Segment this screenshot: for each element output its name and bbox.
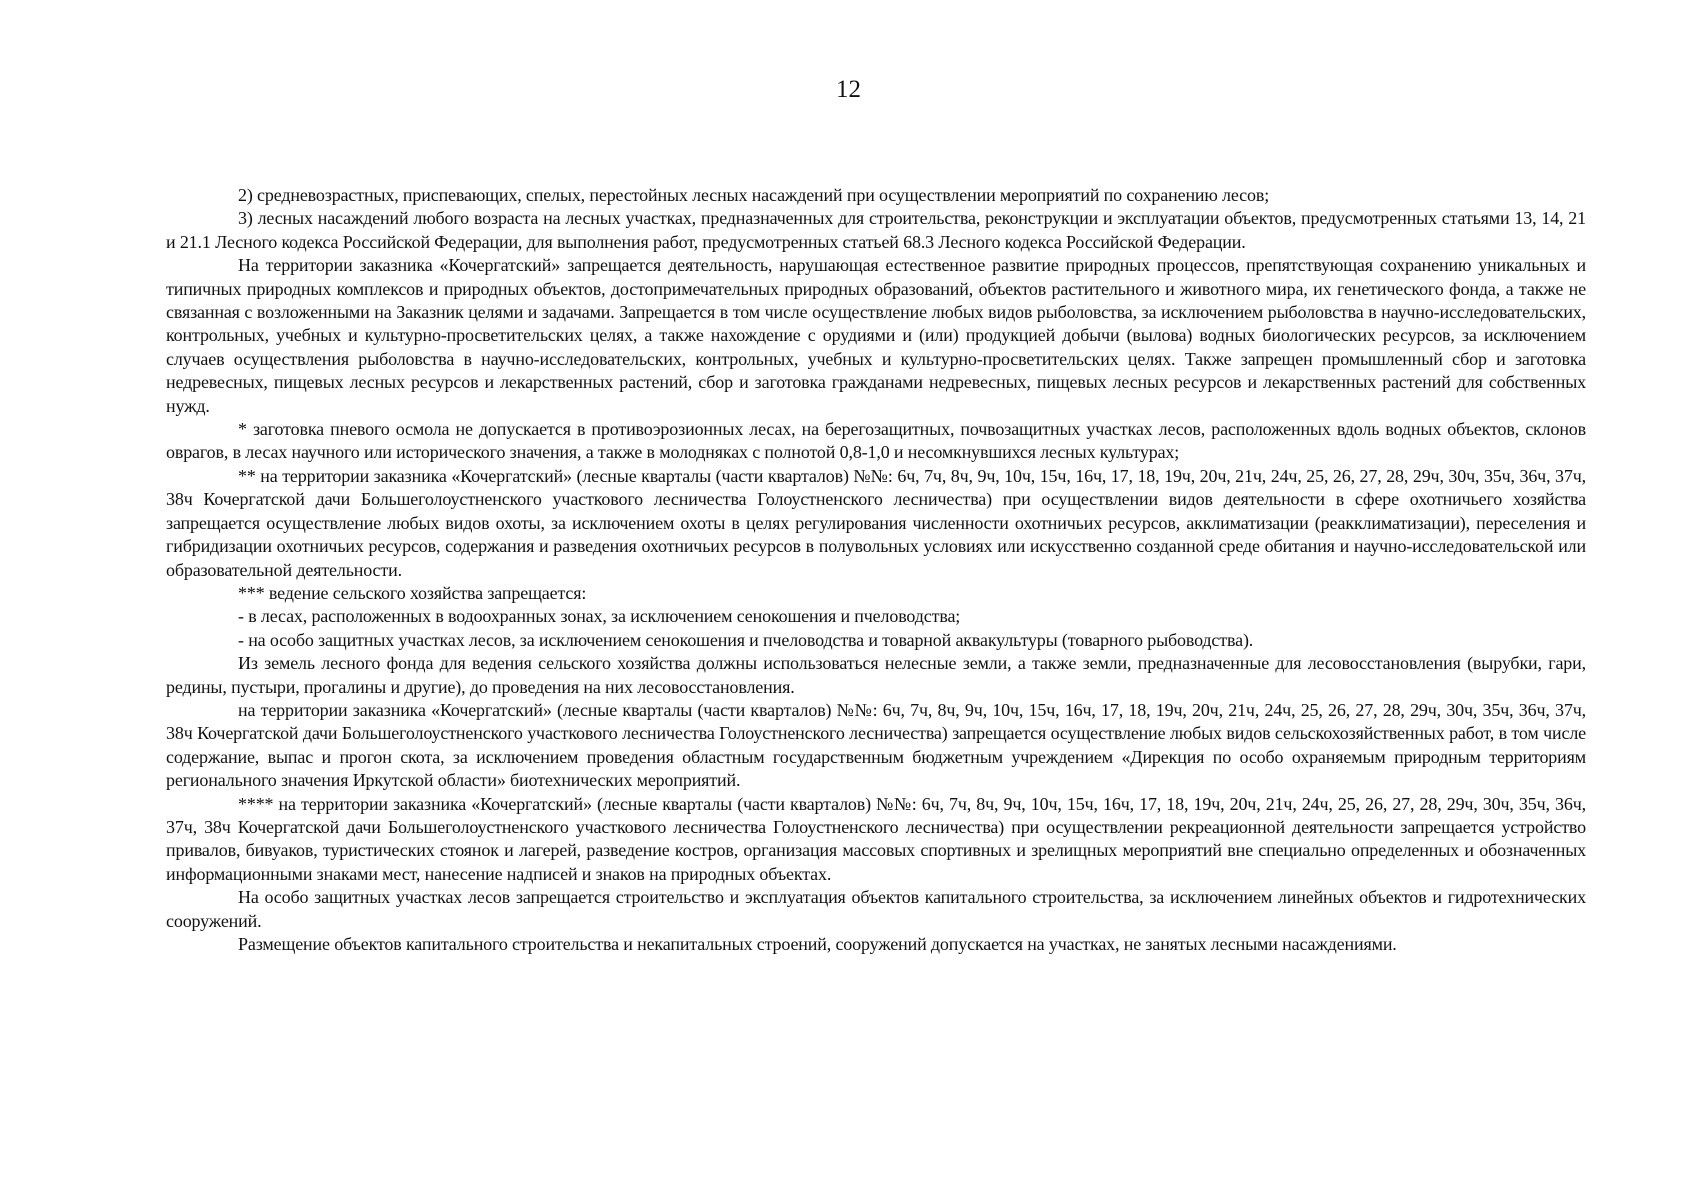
footnote-paragraph: * заготовка пневого осмола не допускается в противоэрозионных лесах, на берегозащитных, почвозащитных участках лесов, расположенных вдоль водных объектов, склонов оврагов, в лесах научного или исторического значения, а также в молодняках с полнотой 0,8-1,0 и несомкнувшихся лесных культурах; xyxy=(166,419,1586,463)
paragraph: на территории заказника «Кочергатский» (лесные кварталы (части кварталов) №№: 6ч, 7ч, 8ч, 9ч, 10ч, 15ч, 16ч, 17, 18, 19ч, 20ч, 21ч, 24ч, 25, 26, 27, 28, 29ч, 30ч, 35ч, 36ч, 37ч, 38ч Кочергатской дачи Большеголоустненского участкового лесничества Голоустненского лесничества) запрещается осуществление любых видов сельскохозяйственных работ, в том числе содержание, выпас и прогон скота, за исключением проведения областным государственным бюджетным учреждением «Дирекция по особо охраняемым природным территориям регионального значения Иркутской области» биотехнических мероприятий. xyxy=(166,699,1586,791)
document-body xyxy=(166,184,1586,956)
footnote-paragraph: ** на территории заказника «Кочергатский» (лесные кварталы (части кварталов) №№: 6ч, 7ч, 8ч, 9ч, 10ч, 15ч, 16ч, 17, 18, 19ч, 20ч, 21ч, 24ч, 25, 26, 27, 28, 29ч, 30ч, 35ч, 36ч, 37ч, 38ч Кочергатской дачи Большеголоустненского участкового лесничества Голоустненского лесничества) при осуществлении видов деятельности в сфере охотничьего хозяйства запрещается осуществление любых видов охоты, за исключением охоты в целях регулирования численности охотничьих ресурсов, акклиматизации (реакклиматизации), переселения и гибридизации охотничьих ресурсов, содержания и разведения охотничьих ресурсов в полувольных условиях или искусственно созданной среде обитания и научно-исследовательской или образовательной деятельности. xyxy=(166,465,1586,580)
paragraph: На территории заказника «Кочергатский» запрещается деятельность, нарушающая естественное развитие природных процессов, препятствующая сохранению уникальных и типичных природных комплексов и природных объектов, достопримечательных природных образований, объектов растительного и животного мира, их генетического фонда, а также не связанная с возложенными на Заказник целями и задачами. Запрещается в том числе осуществление любых видов рыболовства, за исключением рыболовства в научно-исследовательских, контрольных, учебных и культурно-просветительских целях, а также нахождение с орудиями и (или) продукцией добычи (вылова) водных биологических ресурсов, за исключением случаев осуществления рыболовства в научно-исследовательских, контрольных, учебных и культурно-просветительских целях. Также запрещен промышленный сбор и заготовка недревесных, пищевых лесных ресурсов и лекарственных растений, сбор и заготовка гражданами недревесных, пищевых лесных ресурсов и лекарственных растений для собственных нужд. xyxy=(166,255,1586,416)
paragraph: Из земель лесного фонда для ведения сельского хозяйства должны использоваться нелесные земли, а также земли, предназначенные для лесовосстановления (вырубки, гари, редины, пустыри, прогалины и другие), до проведения на них лесовосстановления. xyxy=(166,653,1586,697)
paragraph: 3) лесных насаждений любого возраста на лесных участках, предназначенных для строительства, реконструкции и эксплуатации объектов, предусмотренных статьями 13, 14, 21 и 21.1 Лесного кодекса Российской Федерации, для выполнения работ, предусмотренных статьей 68.3 Лесного кодекса Российской Федерации. xyxy=(166,208,1586,252)
footnote-paragraph: *** ведение сельского хозяйства запрещается: xyxy=(238,582,587,603)
paragraph: Размещение объектов капитального строительства и некапитальных строений, сооружений допускается на участках, не занятых лесными насаждениями. xyxy=(238,934,1397,954)
paragraph: 2) средневозрастных, приспевающих, спелых, перестойных лесных насаждений при осуществлении мероприятий по сохранению лесов; xyxy=(238,185,1270,205)
page-number: 12 xyxy=(836,76,861,103)
footnote-paragraph: **** на территории заказника «Кочергатский» (лесные кварталы (части кварталов) №№: 6ч, 7ч, 8ч, 9ч, 10ч, 15ч, 16ч, 17, 18, 19ч, 20ч, 21ч, 24ч, 25, 26, 27, 28, 29ч, 30ч, 35ч, 36ч, 37ч, 38ч Кочергатской дачи Большеголоустненского участкового лесничества Голоустненского лесничества) при осуществлении рекреационной деятельности запрещается устройство привалов, бивуаков, туристических стоянок и лагерей, разведение костров, организация массовых спортивных и зрелищных мероприятий вне специально определенных и обозначенных информационными знаками мест, нанесение надписей и знаков на природных объектах. xyxy=(166,793,1586,884)
list-item: - на особо защитных участках лесов, за исключением сенокошения и пчеловодства и товарной аквакультуры (товарного рыбоводства). xyxy=(238,629,1254,650)
list-item: - в лесах, расположенных в водоохранных зонах, за исключением сенокошения и пчеловодства; xyxy=(238,606,961,627)
paragraph: На особо защитных участках лесов запрещается строительство и эксплуатация объектов капитального строительства, за исключением линейных объектов и гидротехнических сооружений. xyxy=(166,887,1586,931)
